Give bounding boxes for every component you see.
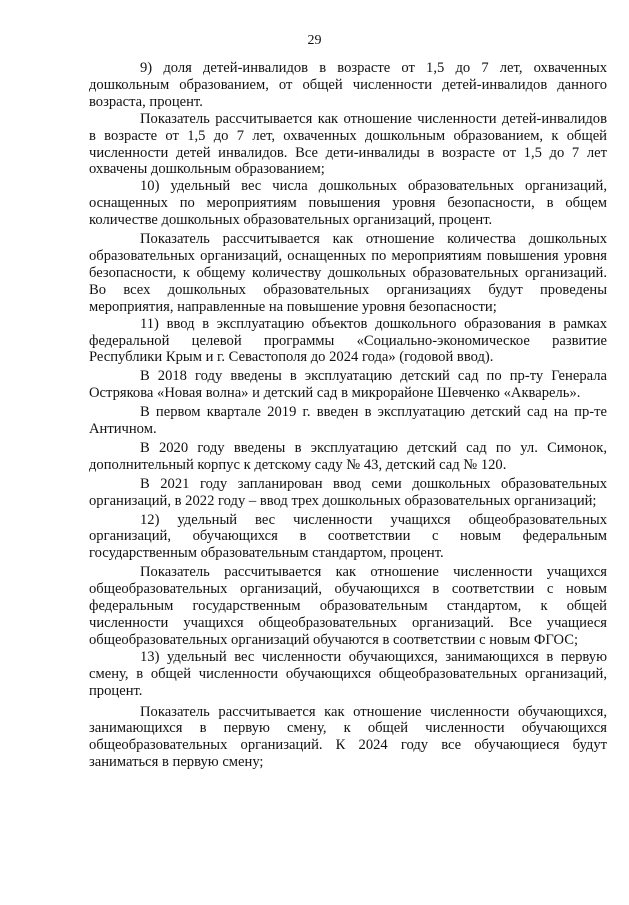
paragraph-item-12-explanation: Показатель рассчитывается как отношение численности учащихся общеобразовательных организаций, обучающихся в соответствии с новым федеральным государственным образовательным стандартом, к общей численности учащихся общеобразовательных организаций. Все учащиеся общеобразовательных организаций обучаются в соответствии с новым ФГОС;	[89, 564, 607, 648]
paragraph-item-10-explanation: Показатель рассчитывается как отношение количества дошкольных образовательных организаций, оснащенных по мероприятиям повышения уровня безопасности, к общему количеству дошкольных образовательных организаций. Во всех дошкольных образовательных организациях будут проведены мероприятия, направленные на повышение уровня безопасности;	[89, 231, 607, 315]
paragraph-item-9: 9) доля детей-инвалидов в возрасте от 1,5 до 7 лет, охваченных дошкольным образованием, от общей численности детей-инвалидов данного возраста, процент.	[89, 60, 607, 110]
paragraph-2018: В 2018 году введены в эксплуатацию детский сад по пр-ту Генерала Острякова «Новая волна» и детский сад в микрорайоне Шевченко «Акварель».	[89, 368, 607, 402]
paragraph-item-10: 10) удельный вес числа дошкольных образовательных организаций, оснащенных по мероприятиям повышения уровня безопасности, в общем количестве дошкольных образовательных организаций, процент.	[89, 178, 607, 229]
paragraph-item-12: 12) удельный вес численности учащихся общеобразовательных организаций, обучающихся в соответствии с новым федеральным государственным образовательным стандартом, процент.	[89, 511, 607, 562]
paragraph-2020: В 2020 году введены в эксплуатацию детский сад по ул. Симонок, дополнительный корпус к детскому саду № 43, детский сад № 120.	[89, 439, 607, 473]
document-body	[89, 60, 607, 771]
paragraph-2019: В первом квартале 2019 г. введен в эксплуатацию детский сад на пр-те Античном.	[89, 404, 607, 438]
paragraph-item-11: 11) ввод в эксплуатацию объектов дошкольного образования в рамках федеральной целевой программы «Социально-экономическое развитие Республики Крым и г. Севастополя до 2024 года» (годовой ввод).	[89, 315, 607, 366]
paragraph-item-9-explanation: Показатель рассчитывается как отношение численности детей-инвалидов в возрасте от 1,5 до 7 лет, охваченных дошкольным образованием, к общей численности детей инвалидов. Все дети-инвалиды в возрасте от 1,5 до 7 лет охвачены дошкольным образованием;	[89, 110, 607, 178]
paragraph-item-13: 13) удельный вес численности обучающихся, занимающихся в первую смену, в общей численности обучающихся общеобразовательных организаций, процент.	[89, 648, 607, 699]
page-number: 29	[307, 33, 322, 48]
paragraph-item-13-explanation: Показатель рассчитывается как отношение численности обучающихся, занимающихся в первую смену, к общей численности обучающихся общеобразовательных организаций. К 2024 году все обучающиеся будут заниматься в первую смену;	[89, 703, 607, 771]
paragraph-2021: В 2021 году запланирован ввод семи дошкольных образовательных организаций, в 2022 году – ввод трех дошкольных образовательных организаций;	[89, 475, 607, 509]
